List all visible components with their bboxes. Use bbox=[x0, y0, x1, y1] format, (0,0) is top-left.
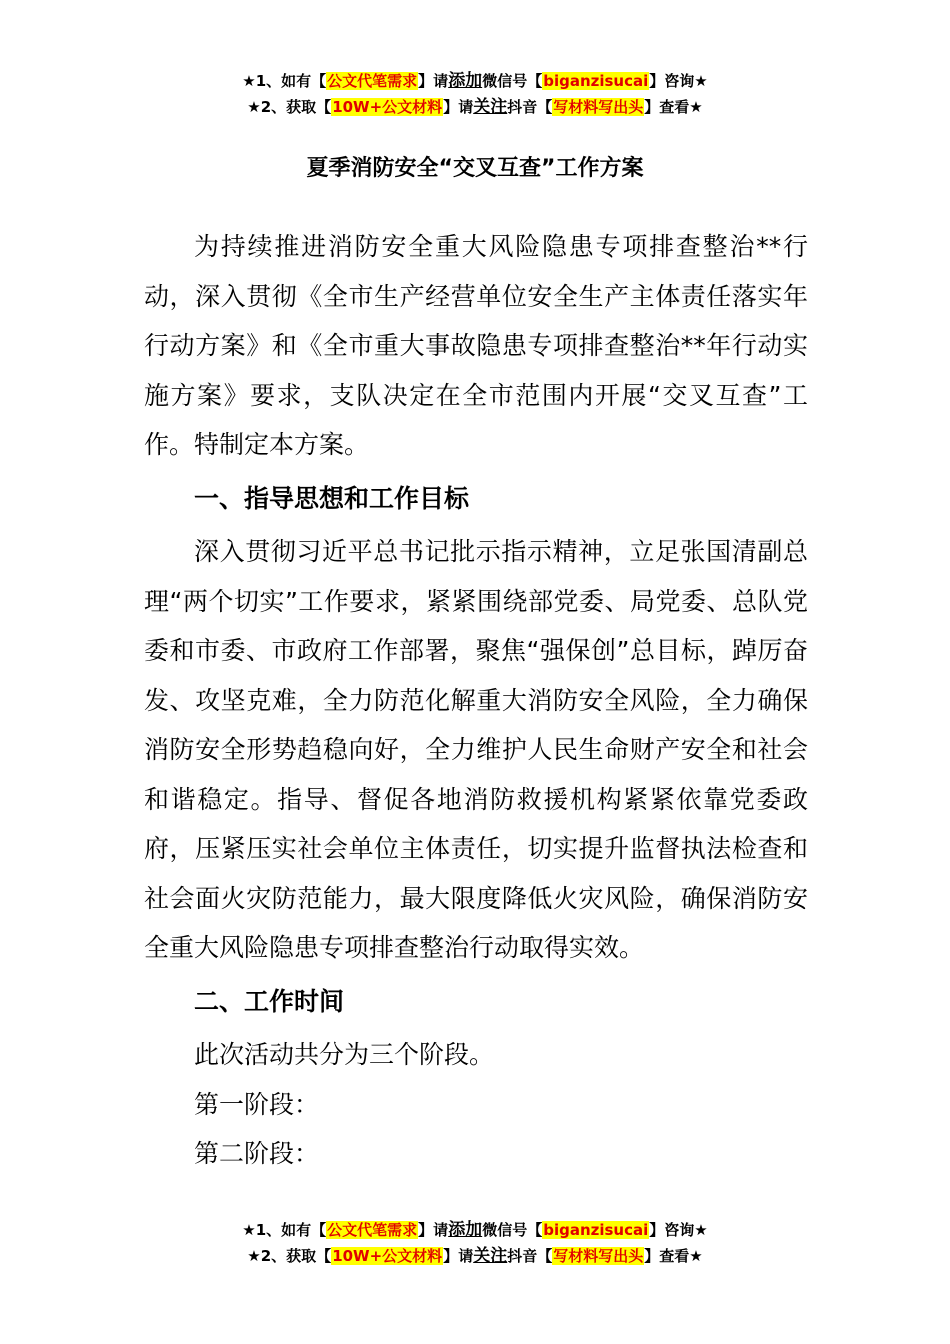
promo-line-2 bbox=[0, 1243, 950, 1269]
promo-text: 】请 bbox=[443, 1247, 474, 1265]
promo-line-1 bbox=[0, 68, 950, 94]
promo-text: 微信号【 bbox=[482, 72, 543, 90]
promo-underlined: 添加 bbox=[448, 71, 483, 91]
promo-highlight: 10W+公文材料 bbox=[332, 1247, 443, 1265]
promo-wechat-id: biganzisucai bbox=[543, 72, 649, 90]
promo-underlined: 关注 bbox=[473, 1246, 508, 1266]
promo-banner-top bbox=[0, 68, 950, 120]
promo-wechat-id: biganzisucai bbox=[543, 1221, 649, 1239]
promo-highlight: 公文代笔需求 bbox=[327, 1221, 418, 1239]
promo-highlight: 10W+公文材料 bbox=[332, 98, 443, 116]
stage-one-label: 第一阶段： bbox=[194, 1089, 320, 1119]
document-title: 夏季消防安全“交叉互查”工作方案 bbox=[306, 156, 644, 181]
promo-text: 抖音【 bbox=[507, 98, 553, 116]
stage-two-label: 第二阶段： bbox=[194, 1139, 320, 1168]
promo-line-1 bbox=[0, 1217, 950, 1243]
promo-text: 】请 bbox=[443, 98, 474, 116]
promo-text: ★1、如有【 bbox=[242, 72, 327, 90]
promo-text: 】查看★ bbox=[644, 98, 703, 116]
document-body bbox=[144, 222, 808, 1179]
promo-underlined: 关注 bbox=[473, 97, 508, 117]
promo-underlined: 添加 bbox=[448, 1220, 483, 1240]
promo-douyin-account: 写材料写出头 bbox=[553, 98, 644, 116]
promo-text: 】请 bbox=[418, 1221, 449, 1239]
section-heading-guidance: 一、指导思想和工作目标 bbox=[194, 483, 470, 513]
promo-highlight: 公文代笔需求 bbox=[327, 72, 418, 90]
promo-text: ★2、获取【 bbox=[247, 98, 332, 116]
promo-text: ★2、获取【 bbox=[247, 1247, 332, 1265]
section-heading-schedule: 二、工作时间 bbox=[194, 986, 345, 1016]
promo-text: 】查看★ bbox=[644, 1247, 703, 1265]
promo-douyin-account: 写材料写出头 bbox=[553, 1247, 644, 1265]
promo-text: ★1、如有【 bbox=[242, 1221, 327, 1239]
promo-text: 微信号【 bbox=[482, 1221, 543, 1239]
promo-banner-bottom bbox=[0, 1217, 950, 1269]
intro-paragraph: 为持续推进消防安全重大风险隐患专项排查整治**行动，深入贯彻《全市生产经营单位安全生产主体责任落实年行动方案》和《全市重大事故隐患专项排查整治**年行动实施方案》要求，支队决定在全市范围内开展“交叉互查”工作。特制定本方案。 bbox=[144, 232, 808, 459]
schedule-paragraph: 此次活动共分为三个阶段。 bbox=[194, 1040, 495, 1069]
promo-text: 】咨询★ bbox=[649, 1221, 708, 1239]
promo-line-2 bbox=[0, 94, 950, 120]
guidance-paragraph: 深入贯彻习近平总书记批示指示精神，立足张国清副总理“两个切实”工作要求，紧紧围绕部党委、局党委、总队党委和市委、市政府工作部署，聚焦“强保创”总目标，踔厉奋发、攻坚克难，全力防范化解重大消防安全风险，全力确保消防安全形势趋稳向好，全力维护人民生命财产安全和社会和谐稳定。指导、督促各地消防救援机构紧紧依靠党委政府，压紧压实社会单位主体责任，切实提升监督执法检查和社会面火灾防范能力，最大限度降低火灾风险，确保消防安全重大风险隐患专项排查整治行动取得实效。 bbox=[144, 537, 808, 962]
promo-text: 】请 bbox=[418, 72, 449, 90]
promo-text: 】咨询★ bbox=[649, 72, 708, 90]
promo-text: 抖音【 bbox=[507, 1247, 553, 1265]
